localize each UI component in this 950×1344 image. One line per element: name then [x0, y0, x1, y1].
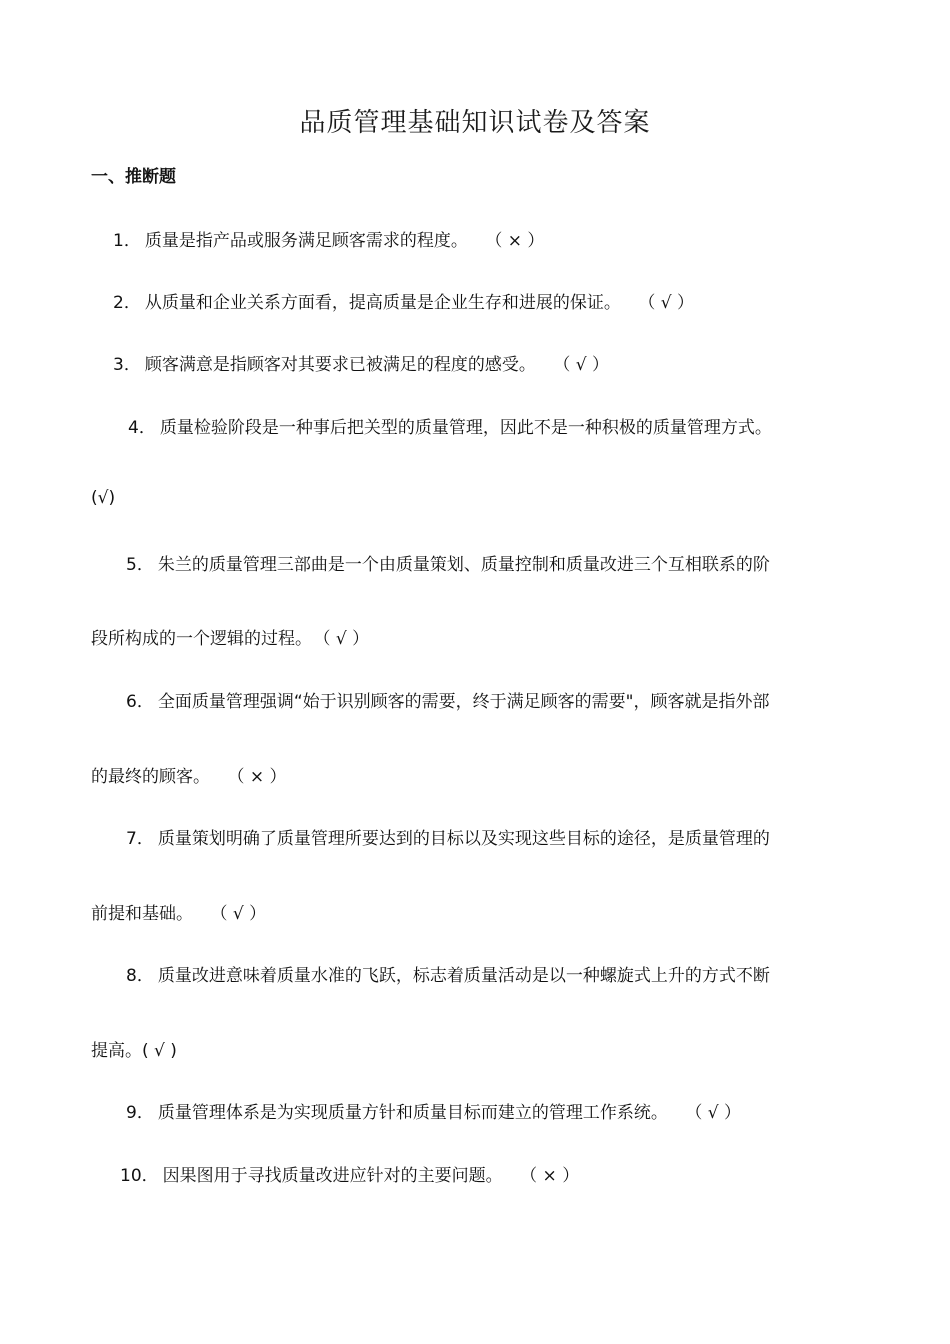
question-answer: （ √ ）: [693, 1103, 741, 1123]
question-text: 质量检验阶段是一种事后把关型的质量管理，因此不是一种积极的质量管理方式。: [159, 418, 772, 438]
question-text: 全面质量管理强调“始于识别顾客的需要，终于满足顾客的需要"，顾客就是指外部: [157, 692, 770, 712]
question-4: [128, 413, 772, 438]
question-number: 5．: [126, 555, 154, 575]
question-9: [126, 1098, 741, 1123]
question-answer: （ √ ）: [646, 293, 694, 313]
question-5: [126, 550, 770, 575]
question-text-continued: 的最终的顾客。: [91, 767, 210, 787]
question-6: [126, 687, 769, 712]
question-number: 7．: [126, 829, 154, 849]
question-8: [126, 961, 770, 986]
question-number: 4．: [128, 418, 156, 438]
question-text: 顾客满意是指顾客对其要求已被满足的程度的感受。: [144, 355, 536, 375]
question-text: 朱兰的质量管理三部曲是一个由质量策划、质量控制和质量改进三个互相联系的阶: [157, 555, 770, 575]
question-text: 从质量和企业关系方面看，提高质量是企业生存和进展的保证。: [144, 293, 621, 313]
question-7: [126, 824, 770, 849]
question-text: 质量改进意味着质量水准的飞跃，标志着质量活动是以一种螺旋式上升的方式不断: [157, 966, 770, 986]
question-text: 质量策划明确了质量管理所要达到的目标以及实现这些目标的途径，是质量管理的: [157, 829, 770, 849]
question-text-continued: 前提和基础。: [91, 904, 193, 924]
question-text: 质量是指产品或服务满足顾客需求的程度。: [144, 231, 468, 251]
question-number: 6．: [126, 692, 154, 712]
question-1: [113, 226, 544, 251]
question-number: 1．: [113, 231, 141, 251]
question-4-answer-line: [91, 488, 115, 508]
question-6-continuation: [91, 762, 287, 787]
document-title: 品质管理基础知识试卷及答案: [299, 108, 651, 138]
question-answer: （ √ ）: [561, 355, 609, 375]
question-answer: ( √ ): [142, 1041, 177, 1061]
question-8-continuation: [91, 1036, 177, 1061]
question-answer: (√): [91, 488, 116, 508]
question-number: 2．: [113, 293, 141, 313]
question-text: 因果图用于寻找质量改进应针对的主要问题。: [162, 1166, 503, 1186]
section-heading: 一、推断题: [91, 167, 176, 187]
question-5-continuation: [91, 624, 369, 649]
question-number: 10．: [120, 1166, 159, 1186]
question-answer: （ √ ）: [219, 904, 267, 924]
question-2: [113, 288, 694, 313]
question-answer: （ × ）: [528, 1166, 580, 1186]
question-answer: （ × ）: [493, 231, 545, 251]
question-text-continued: 提高。: [91, 1041, 142, 1061]
question-7-continuation: [91, 899, 266, 924]
question-number: 8．: [126, 966, 154, 986]
question-10: [120, 1161, 579, 1186]
question-number: 3．: [113, 355, 141, 375]
question-text: 质量管理体系是为实现质量方针和质量目标而建立的管理工作系统。: [157, 1103, 668, 1123]
question-3: [113, 350, 609, 375]
question-answer: （ × ）: [236, 767, 287, 787]
question-number: 9．: [126, 1103, 154, 1123]
question-text-continued: 段所构成的一个逻辑的过程。: [91, 629, 312, 649]
question-answer: （ √ ）: [322, 629, 370, 649]
